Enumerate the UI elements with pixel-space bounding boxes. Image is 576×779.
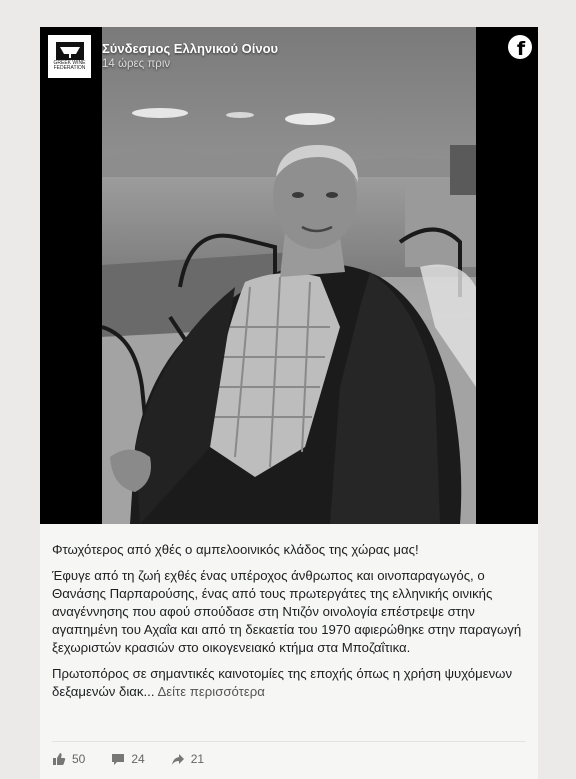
post-photo[interactable] <box>40 27 538 524</box>
share-stat[interactable] <box>171 752 204 766</box>
page-logo[interactable] <box>48 35 91 78</box>
comment-icon <box>111 752 125 766</box>
stats-divider <box>52 741 526 742</box>
post-paragraph-2-text: Πρωτοπόρος σε σημαντικές καινοτομίες της εποχής όπως η χρήση ψυχόμενων δεξαμενών διακ... <box>52 666 513 699</box>
facebook-post-card <box>40 27 538 779</box>
post-text <box>52 541 530 709</box>
post-headline: Φτωχότερος από χθές ο αμπελοοινικός κλάδος της χώρας μας! <box>52 542 419 557</box>
see-more-link[interactable]: Δείτε περισσότερα <box>157 684 265 699</box>
wine-federation-logo-icon <box>56 42 84 60</box>
thumbs-up-icon <box>52 752 66 766</box>
post-paragraph-2 <box>52 665 530 701</box>
comment-stat[interactable] <box>111 752 144 766</box>
like-stat[interactable] <box>52 752 85 766</box>
post-timestamp[interactable]: 14 ώρες πριν <box>102 58 171 70</box>
comment-count: 24 <box>131 752 145 766</box>
like-count: 50 <box>72 752 86 766</box>
share-count: 21 <box>190 752 205 766</box>
share-icon <box>171 752 185 766</box>
post-paragraph-1: Έφυγε από τη ζωή εχθές ένας υπέροχος άνθρωπος και οινοπαραγωγός, ο Θανάσης Παρπαρούσης, ένας από τους πρωτεργάτες της ελληνικής οινικής αναγέννησης που αφού σπούδασε στη Ντιζόν οινολογία επέστρεψε στην αγαπημένη του Αχαΐα και από τη δεκαετία του 1970 αφιερώθηκε στην παραγωγή ξεχωριστών κρασιών στο οικογενειακό κτήμα στα Μποζαΐτικα. <box>52 568 522 655</box>
logo-caption: GREEK WINE FEDERATION <box>53 59 86 71</box>
page-name-link[interactable]: Σύνδεσμος Ελληνικού Οίνου <box>102 41 279 56</box>
portrait-photo <box>40 27 538 524</box>
post-stats <box>52 749 204 769</box>
facebook-icon[interactable]: f <box>508 35 532 59</box>
